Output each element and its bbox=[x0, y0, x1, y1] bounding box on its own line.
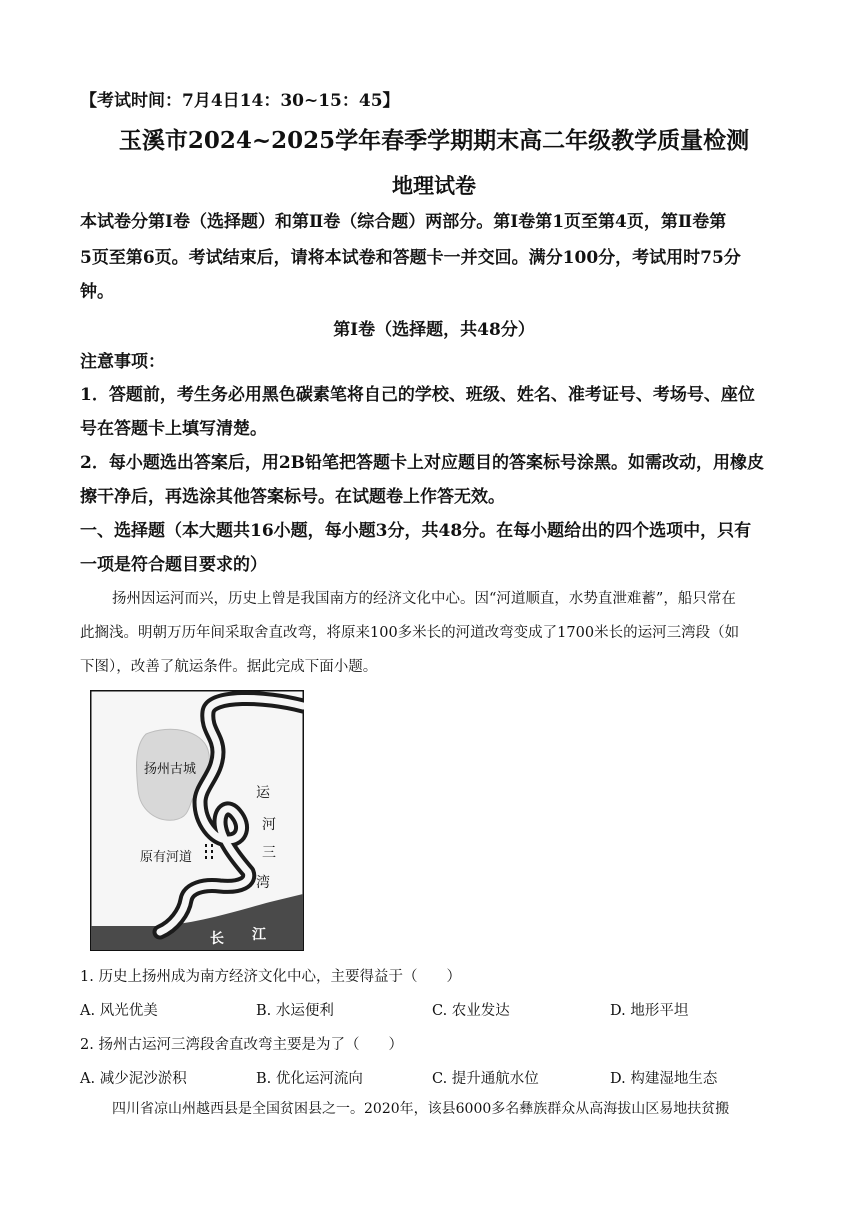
canal-label: 三 bbox=[262, 845, 276, 861]
old-channel-label: 原有河道 bbox=[140, 850, 193, 865]
notice-line: 号在答题卡上填写清楚。 bbox=[80, 419, 267, 439]
river-label: 长 bbox=[210, 931, 224, 947]
question-option: A. 风光优美 bbox=[80, 1003, 158, 1019]
canal-label: 运 bbox=[256, 785, 270, 801]
passage-line: 此搁浅。明朝万历年间采取舍直改弯，将原来100多米长的河道改弯变成了1700米长的运河三湾段（如 bbox=[80, 625, 740, 641]
question-option: A. 减少泥沙淤积 bbox=[80, 1071, 187, 1087]
section-heading: 一项是符合题目要求的） bbox=[80, 555, 267, 575]
exam-title: 玉溪市2024~2025学年春季学期期末高二年级教学质量检测 bbox=[118, 127, 750, 154]
question-stem: 1. 历史上扬州成为南方经济文化中心，主要得益于（ ） bbox=[80, 969, 461, 985]
notice-line: 1．答题前，考生务必用黑色碳素笔将自己的学校、班级、姓名、准考证号、考场号、座位 bbox=[80, 385, 755, 405]
question-option: D. 地形平坦 bbox=[610, 1003, 689, 1019]
intro-line: 5页至第6页。考试结束后，请将本试卷和答题卡一并交回。满分100分，考试用时75分 bbox=[80, 248, 741, 268]
question-option: B. 优化运河流向 bbox=[256, 1071, 363, 1087]
exam-subtitle: 地理试卷 bbox=[392, 173, 476, 198]
notice-heading: 注意事项： bbox=[80, 352, 165, 372]
question-option: C. 农业发达 bbox=[432, 1003, 510, 1019]
passage-line: 四川省凉山州越西县是全国贫困县之一。2020年，该县6000多名彝族群众从高海拔山区易地扶贫搬 bbox=[112, 1101, 730, 1117]
notice-line: 擦干净后，再选涂其他答案标号。在试题卷上作答无效。 bbox=[80, 487, 505, 507]
question-option: C. 提升通航水位 bbox=[432, 1071, 539, 1087]
canal-map bbox=[90, 690, 304, 951]
question-option: D. 构建湿地生态 bbox=[610, 1071, 718, 1087]
intro-line: 钟。 bbox=[80, 282, 114, 302]
passage-line: 下图），改善了航运条件。据此完成下面小题。 bbox=[80, 659, 378, 675]
intro-line: 本试卷分第Ⅰ卷（选择题）和第Ⅱ卷（综合题）两部分。第Ⅰ卷第1页至第4页，第Ⅱ卷第 bbox=[80, 212, 727, 232]
canal-label: 湾 bbox=[256, 875, 270, 891]
canal-label: 河 bbox=[262, 817, 276, 833]
question-stem: 2. 扬州古运河三湾段舍直改弯主要是为了（ ） bbox=[80, 1037, 403, 1053]
part1-heading: 第Ⅰ卷（选择题，共48分） bbox=[333, 320, 535, 340]
question-option: B. 水运便利 bbox=[256, 1003, 334, 1019]
city-label: 扬州古城 bbox=[144, 762, 197, 777]
river-label: 江 bbox=[252, 927, 266, 943]
passage-line: 扬州因运河而兴，历史上曾是我国南方的经济文化中心。因“河道顺直，水势直泄难蓄”，船只常在 bbox=[112, 591, 736, 607]
section-heading: 一、选择题（本大题共16小题，每小题3分，共48分。在每小题给出的四个选项中，只有 bbox=[80, 521, 752, 541]
exam-time: 【考试时间：7月4日14：30~15：45】 bbox=[80, 91, 400, 111]
notice-line: 2．每小题选出答案后，用2B铅笔把答题卡上对应题目的答案标号涂黑。如需改动，用橡皮 bbox=[80, 453, 765, 473]
